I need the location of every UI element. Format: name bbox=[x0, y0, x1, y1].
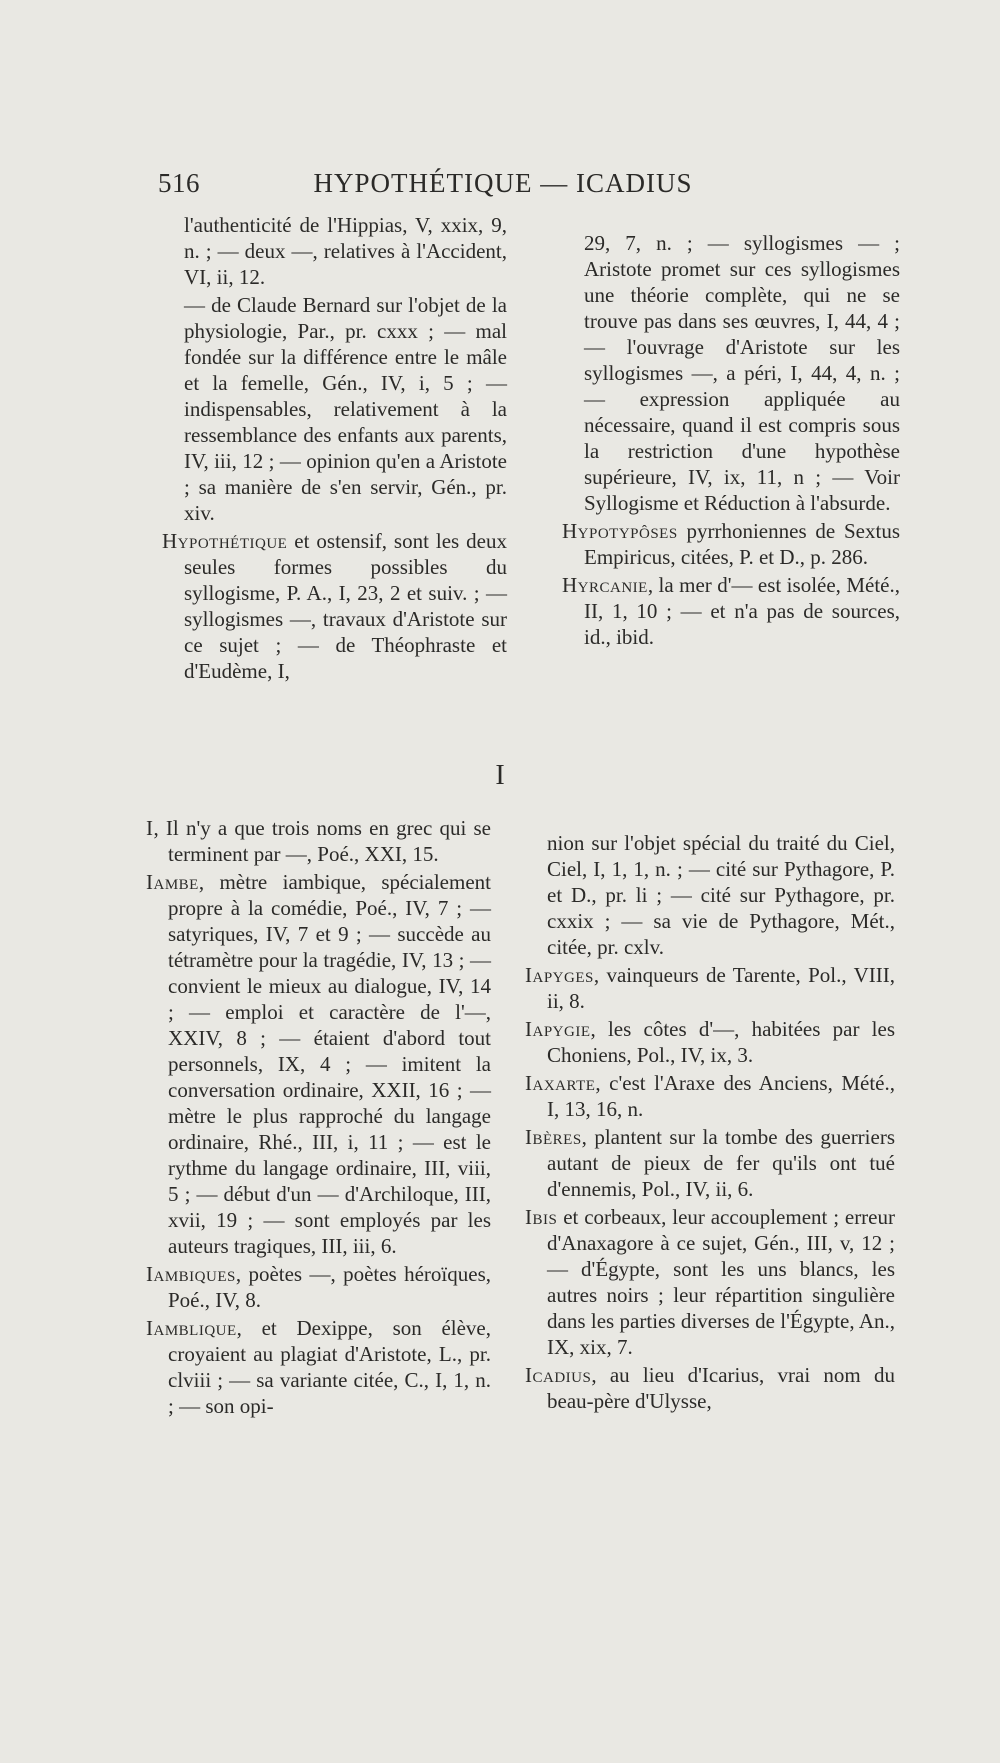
entry-headword: Hypothétique bbox=[162, 529, 288, 553]
entry-text: , les côtes d'—, habitées par les Choniens, Pol., IV, ix, 3. bbox=[547, 1017, 895, 1067]
entry-headword: Icadius bbox=[525, 1363, 592, 1387]
entry-headword: Hypotypôses bbox=[562, 519, 678, 543]
index-entry bbox=[525, 962, 895, 1014]
index-entry bbox=[525, 1204, 895, 1360]
entry-headword: Iambiques bbox=[146, 1262, 236, 1286]
index-entry bbox=[525, 1070, 895, 1122]
index-entry bbox=[525, 1362, 895, 1414]
entry-text: l'authenticité de l'Hippias, V, xxix, 9, n. ; — deux —, relatives à l'Accident, VI, ii, 12. bbox=[184, 213, 507, 289]
index-entry bbox=[562, 518, 900, 570]
entry-text: , mètre iambique, spécialement propre à la comédie, Poé., IV, 7 ; — satyriques, IV, 7 et 9 ; — succède au tétramètre pour la tragédie, IV, 13 ; — convient le mieux au dialogue, IV, 14 ; — emploi et caractère de l'—, XXIV, 8 ; — étaient d'abord tout personnels, IX, 4 ; — imitent la conversation ordinaire, XXII, 16 ; — mètre le plus rapproché du langage ordinaire, Rhé., III, i, 11 ; — est le rythme du langage ordinaire, III, viii, 5 ; — début d'un — d'Archiloque, III, xvii, 19 ; — sont employés par les auteurs tragiques, III, iii, 6. bbox=[168, 870, 491, 1258]
entry-text: , la mer d'— est isolée, Mété., II, 1, 10 ; — et n'a pas de sources, id., ibid. bbox=[584, 573, 900, 649]
column-bottom-right bbox=[525, 830, 895, 1416]
entry-headword: Ibères bbox=[525, 1125, 582, 1149]
entry-text: , poètes —, poètes héroïques, Poé., IV, 8. bbox=[168, 1262, 491, 1312]
entry-headword: Iapyges bbox=[525, 963, 594, 987]
entry-headword: Ibis bbox=[525, 1205, 558, 1229]
entry-text: , au lieu d'Icarius, vrai nom du beau-père d'Ulysse, bbox=[547, 1363, 895, 1413]
index-entry bbox=[525, 830, 895, 960]
entry-headword: I bbox=[146, 816, 154, 840]
running-title: HYPOTHÉTIQUE — ICADIUS bbox=[313, 168, 693, 198]
index-entry bbox=[146, 869, 491, 1259]
index-entry bbox=[525, 1016, 895, 1068]
entry-headword: Iaxarte bbox=[525, 1071, 596, 1095]
index-entry bbox=[562, 230, 900, 516]
index-entry bbox=[562, 572, 900, 650]
entry-text: , vainqueurs de Tarente, Pol., VIII, ii, 8. bbox=[547, 963, 895, 1013]
entry-text: , Il n'y a que trois noms en grec qui se terminent par —, Poé., XXI, 15. bbox=[153, 816, 491, 866]
entry-text: , plantent sur la tombe des guerriers autant de pieux de fer qu'ils ont tué d'ennemis, Pol., IV, ii, 6. bbox=[547, 1125, 895, 1201]
entry-headword: Iamblique bbox=[146, 1316, 237, 1340]
entry-text: nion sur l'objet spécial du traité du Ciel, Ciel, I, 1, 1, n. ; — cité sur Pythagore, P. et D., pr. li ; — cité sur Pythagore, pr. cxxix ; — sa vie de Pythagore, Mét., citée, pr. cxlv. bbox=[547, 831, 895, 959]
index-entry bbox=[146, 1261, 491, 1313]
page-number: 516 bbox=[158, 168, 200, 198]
index-entry bbox=[146, 1315, 491, 1419]
entry-text: pyrrhoniennes de Sextus Empiricus, citées, P. et D., p. 286. bbox=[584, 519, 900, 569]
entry-text: et ostensif, sont les deux seules formes possibles du syllogisme, P. A., I, 23, 2 et suiv. ; — syllogismes —, travaux d'Aristote sur ce sujet ; — de Théophraste et d'Eudème, I, bbox=[184, 529, 507, 683]
entry-text: , c'est l'Araxe des Anciens, Mété., I, 13, 16, n. bbox=[547, 1071, 895, 1121]
index-entry bbox=[525, 1124, 895, 1202]
section-letter: I bbox=[495, 760, 505, 791]
column-bottom-left bbox=[146, 815, 491, 1421]
entry-headword: Hyrcanie bbox=[562, 573, 648, 597]
entry-headword: Iambe bbox=[146, 870, 199, 894]
entry-text: et corbeaux, leur accouplement ; erreur d'Anaxagore à ce sujet, Gén., III, v, 12 ; — d'Égypte, sont les uns blancs, les autres noirs ; leur répartition singulière dans les parties diverses de l'Égypte, An., IX, xix, 7. bbox=[547, 1205, 895, 1359]
index-entry bbox=[146, 815, 491, 867]
column-top-right bbox=[562, 230, 900, 652]
entry-text: — de Claude Bernard sur l'objet de la physiologie, Par., pr. cxxx ; — mal fondée sur la différence entre le mâle et la femelle, Gén., IV, i, 5 ; — indispensables, relativement à la ressemblance des enfants aux parents, IV, iii, 12 ; — opinion qu'en a Aristote ; sa manière de s'en servir, Gén., pr. xiv. bbox=[184, 293, 507, 525]
index-entry bbox=[162, 212, 507, 290]
index-entry bbox=[162, 528, 507, 684]
column-top-left bbox=[162, 212, 507, 686]
running-head bbox=[158, 168, 848, 208]
index-entry bbox=[162, 292, 507, 526]
entry-headword: Iapygie bbox=[525, 1017, 591, 1041]
entry-text: , et Dexippe, son élève, croyaient au plagiat d'Aristote, L., pr. clviii ; — sa variante citée, C., I, 1, n. ; — son opi- bbox=[168, 1316, 491, 1418]
entry-text: 29, 7, n. ; — syllogismes — ; Aristote promet sur ces syllogismes une théorie complète, qui ne se trouve pas dans ses œuvres, I, 44, 4 ; — l'ouvrage d'Aristote sur les syllogismes —, a péri, I, 44, 4, n. ; — expression appliquée au nécessaire, quand il est compris sous la restriction d'une hypothèse supérieure, IV, ix, 11, n ; — Voir Syllogisme et Réduction à l'absurde. bbox=[584, 231, 900, 515]
